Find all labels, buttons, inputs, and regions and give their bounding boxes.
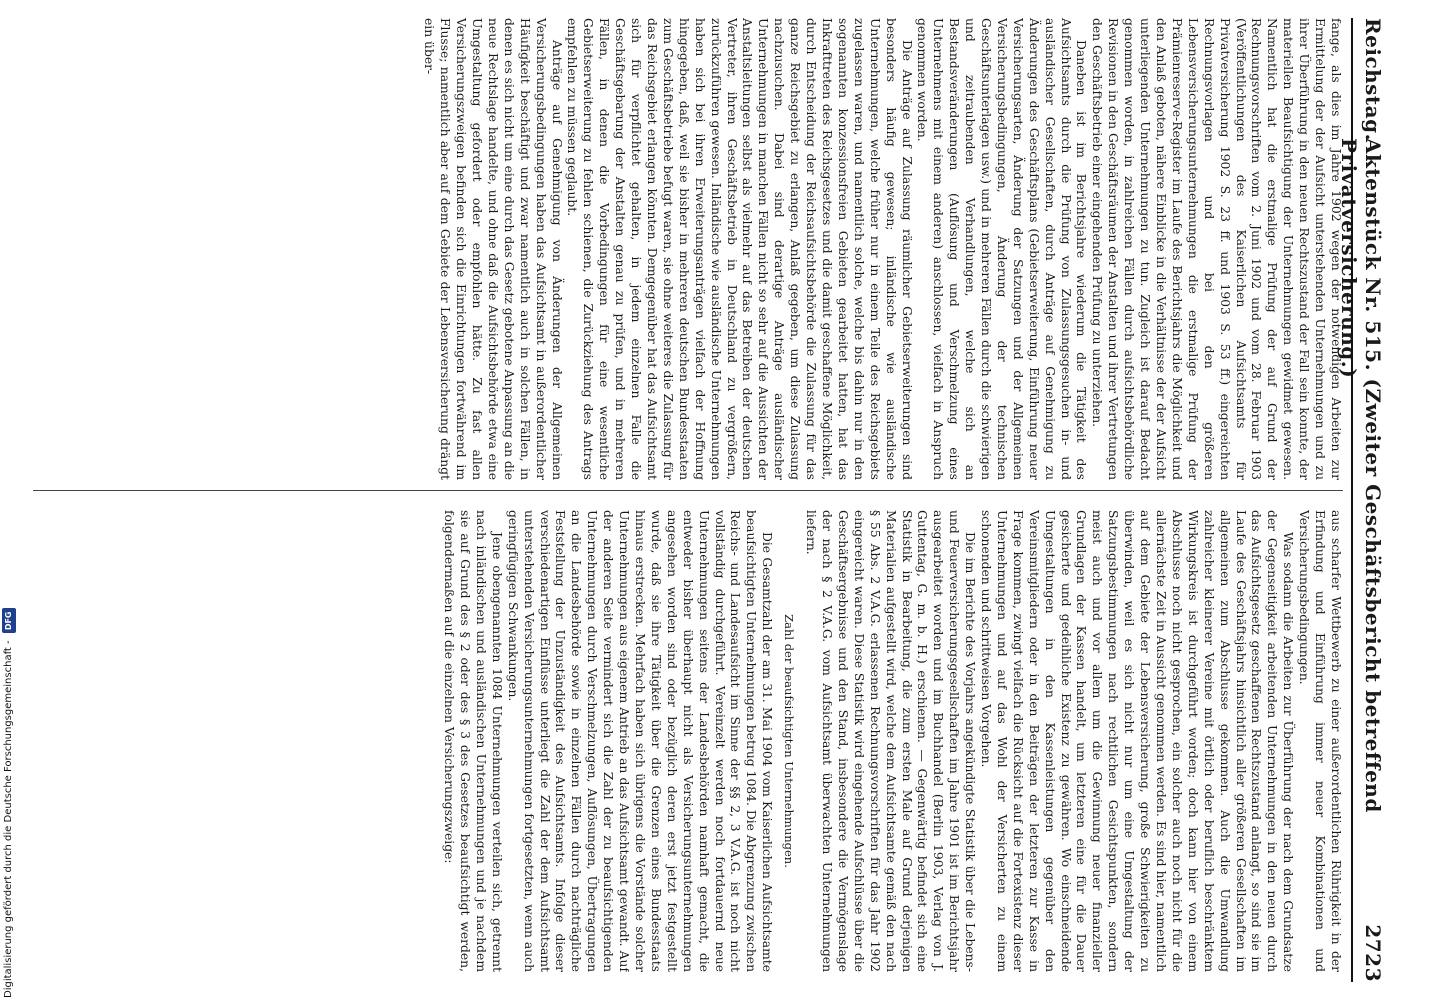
- paragraph: Die Anträge auf Zulassung räumlicher Gebietserweiterungen sind besonders häufig gewesen; inländische wie ausländische Unternehmungen, welche früher nur in einem Teile des Reichsgebiets zugelassen waren, und namentlich solche, welche bis dahin nur in den sogenannten konzessionsfreien Gebieten gearbeitet hatten, hat das Inkrafttreten des Reichsgesetzes und die damit geschaffene Möglichkeit, durch Entscheidung der Reichsaufsichtsbehörde die Zulassung für das ganze Reichsgebiet zu erlangen, Anlaß gegeben, um diese Zulassung nachzusuchen. Dabei sind derartige Anträge ausländischer Unternehmungen in manchen Fällen nicht so sehr auf die Aussichten der Anstaltsleitungen selbst als vielmehr auf das Betreiben der deutschen Vertreter, ihren Geschäftsbetrieb in Deutschland zu vergrößern, zurückzuführen gewesen. Inländische wie ausländische Unternehmungen haben sich bei ihren Erweiterungsanträgen vielfach der Hoffnung hingegeben, daß, weil sie bisher in mehreren deutschen Bundesstaaten zum Geschäftsbetriebe befugt waren, sie ohne weiteres die Zulassung für das Reichsgebiet erlangen könnten. Demgegenüber hat das Aufsichtsamt sich für verpflichtet gehalten, in jedem einzelnen Falle die Geschäftsgebarung der Anstalten genau zu prüfen, und in mehreren Fällen, in denen die Vorbedingungen für eine wesentliche Gebietserweiterung zu fehlen schienen, die Zurückziehung des Antrags empfehlen zu müssen geglaubt.: [565, 18, 914, 480]
- paragraph: Jene obengenannten 1084 Unternehmungen verteilen sich, getrennt nach inländischen und ausländischen Unternehmungen und je nachdem sie auf Grund des § 2 oder des § 3 des Gesetzes beaufsichtigt werden, folgendermaßen auf die einzelnen Versicherungszweige:: [442, 510, 504, 972]
- dfg-logo: DFG: [2, 609, 16, 634]
- paragraph: Daneben ist im Berichtsjahre wiederum die Tätigkeit des Aufsichtsamts durch die Prüfung von Zulassungsgesuchen in- und ausländischer Gesellschaften, durch Anträge auf Genehmigung zu Änderungen des Geschäftsplans (Gebietserweiterung, Einführung neuer Versicherungsarten, Änderung der Satzungen und der Allgemeinen Versicherungsbedingungen, Änderung der technischen Geschäftsunterlagen usw.) und in mehreren Fällen durch die schwierigen und zeitraubenden Verhandlungen, welche sich an Bestandsveränderungen (Auflösung und Verschmelzung eines Unternehmens mit einem anderen) anschlossen, vielfach in Anspruch genommen worden.: [915, 18, 1089, 480]
- digitization-note: [2, 600, 16, 998]
- paragraph: Die Gesamtzahl der am 31. Mai 1904 vom Kaiserlichen Aufsichtsamte beaufsichtigten Unternehmungen betrug 1084. Die Abgrenzung zwischen Reichs- und Landesaufsicht im Sinne der §§ 2, 3 V.A.G. ist noch nicht vollständig durchgeführt. Vereinzelt werden noch fortdauernd neue Unternehmungen seitens der Landesbehörden namhaft gemacht, die entweder bisher überhaupt nicht als Versicherungsunternehmungen angesehen worden sind oder bezüglich deren erst jetzt festgestellt wurde, daß sie ihre Tätigkeit über die Grenzen eines Bundesstaats hinaus erstrecken. Mehrfach haben sich übrigens die Vorstände solcher Unternehmungen aus eigenem Antrieb an das Aufsichtsamt gewandt. Auf der anderen Seite vermindert sich die Zahl der zu beaufsichtigenden Unternehmungen durch Verschmelzungen, Auflösungen, Übertragungen an die Landesbehörde sowie in einzelnen Fällen durch nachträgliche Feststellung der Unzuständigkeit des Aufsichtsamts. Infolge dieser verschiedenartigen Einflüsse unterliegt die Zahl der dem Aufsichtsamt unterstehenden Versicherungsunternehmungen fortgesetzten, wenn auch geringfügigen Schwankungen.: [505, 510, 775, 972]
- header-left: Reichstag.: [1361, 18, 1385, 142]
- page-header: [1337, 18, 1385, 982]
- paragraph: Anträge auf Genehmigung von Änderungen der Allgemeinen Versicherungsbedingungen haben das Aufsichtsamt in außerordentlicher Häufigkeit beschäftigt und zwar namentlich auch in solchen Fällen, in denen es sich nicht um eine durch das Gesetz gebotene Anpassung an die neue Rechtslage handelte, und ohne daß die Aufsichtsbehörde etwa eine Umgestaltung gefordert oder empfohlen hätte. Zu fast allen Versicherungszweigen befinden sich die Einrichtungen fortwährend im Flusse; namentlich aber auf dem Gebiete der Lebensversicherung drängt ein über-: [422, 18, 564, 480]
- paragraph: fange, als dies im Jahre 1902 wegen der notwendigen Arbeiten zur Ermittelung der der Aufsicht unterstehenden Unternehmungen und zu ihrer Überführung in den neuen Rechtszustand der Fall sein konnte, der materiellen Beaufsichtigung der Unternehmungen gewidmet gewesen. Namentlich hat die erstmalige Prüfung der auf Grund der Rechnungsvorschriften vom 2. Juni 1902 und vom 28. Februar 1903 (Veröffentlichungen des Kaiserlichen Aufsichtsamts für Privatversicherung 1902 S. 23 ff. und 1903 S. 53 ff.) eingereichten Rechnungsvorlagen und bei den größeren Lebensversicherungsunternehmungen die erstmalige Prüfung der Prämienreserve-Register im Laufe des Berichtsjahrs die Möglichkeit und den Anlaß geboten, nähere Einblicke in die Verhältnisse der der Aufsicht unterliegenden Unternehmungen zu tun. Zugleich ist darauf Bedacht genommen worden, in zahlreichen Fällen durch aufsichtsbehördliche Revisionen in den Geschäftsräumen der Anstalten und ihrer Vertretungen den Geschäftsbetrieb einer eingehenden Prüfung zu unterziehen.: [1090, 18, 1343, 480]
- paragraph: Was sodann die Arbeiten zur Überführung der nach dem Grundsatze der Gegenseitigkeit arbeitenden Unternehmungen in den neuen durch das Aufsichtsgesetz geschaffenen Rechtszustand anlangt, so sind sie im Laufe des Geschäftsjahrs hinsichtlich aller größeren Gesellschaften im allgemeinen zum Abschlusse gekommen. Auch die Umwandlung zahlreicher kleinerer Vereine mit örtlich oder beruflich beschränktem Wirkungskreis ist durchgeführt worden; doch kann hier von einem Abschlusse noch nicht gesprochen, ein solcher auch noch nicht für die allernächste Zeit in Aussicht genommen werden. Es sind hier, namentlich auf dem Gebiete der Lebensversicherung, große Schwierigkeiten zu überwinden, weil es sich nicht nur um eine Umgestaltung der Satzungsbestimmungen nach rechtlichen Gesichtspunkten, sondern meist auch und vor allem um die Gewinnung neuer finanzieller Grundlagen der Kassen handelt, um letzteren eine für die Dauer gesicherte und gedeihliche Existenz zu gewähren. Wo einschneidende Umgestaltungen in den Kassenleistungen gegenüber den Vereinsmitgliedern oder in den Beiträgen der letzteren zur Kasse in Frage kommen, zwingt vielfach die Rücksicht auf die Fortexistenz dieser Unternehmungen und auf das Wohl der Versicherten zu einem schonenden und schrittweisen Vorgehen.: [979, 510, 1296, 972]
- section-subheading: Zahl der beaufsichtigten Unternehmungen.: [782, 614, 797, 868]
- page-number: 2723: [1361, 924, 1385, 982]
- digitization-note-text: Digitalisierung gefördert durch die Deutsche Forschungsgemeinschaft -: [3, 640, 14, 998]
- column-divider: [33, 490, 1343, 491]
- header-rule: [1351, 18, 1353, 982]
- header-title: Aktenstück Nr. 515. (Zweiter Geschäftsbericht betreffend Privatversicherung.): [1337, 138, 1385, 813]
- right-column: [33, 510, 1343, 972]
- paragraph: Die im Berichte des Vorjahrs angekündigte Statistik über die Lebens- und Feuerversicherungsgesellschaften im Jahre 1901 ist im Berichtsjahr ausgearbeitet worden und im Buchhandel (Berlin 1903, Verlag von J. Guttentag, G. m. b. H.) erschienen. — Gegenwärtig befindet sich eine Statistik in Bearbeitung, die zum ersten Male auf Grund derjenigen Materialien aufgestellt wird, welche dem Aufsichtsamte gemäß den nach § 55 Abs. 2 V.A.G. erlassenen Rechnungsvorschriften für das Jahr 1902 eingereicht waren. Diese Statistik wird eingehende Aufschlüsse über die Geschäftsergebnisse und den Stand, insbesondere die Vermögenslage der nach § 2 V.A.G. vom Aufsichtsamt überwachten Unternehmungen liefern.: [804, 510, 978, 972]
- left-column: [33, 18, 1343, 480]
- paragraph: aus scharfer Wettbewerb zu einer außerordentlichen Rührigkeit in der Erfindung und Einführung immer neuer Kombinationen und Versicherungsbedingungen.: [1297, 510, 1343, 972]
